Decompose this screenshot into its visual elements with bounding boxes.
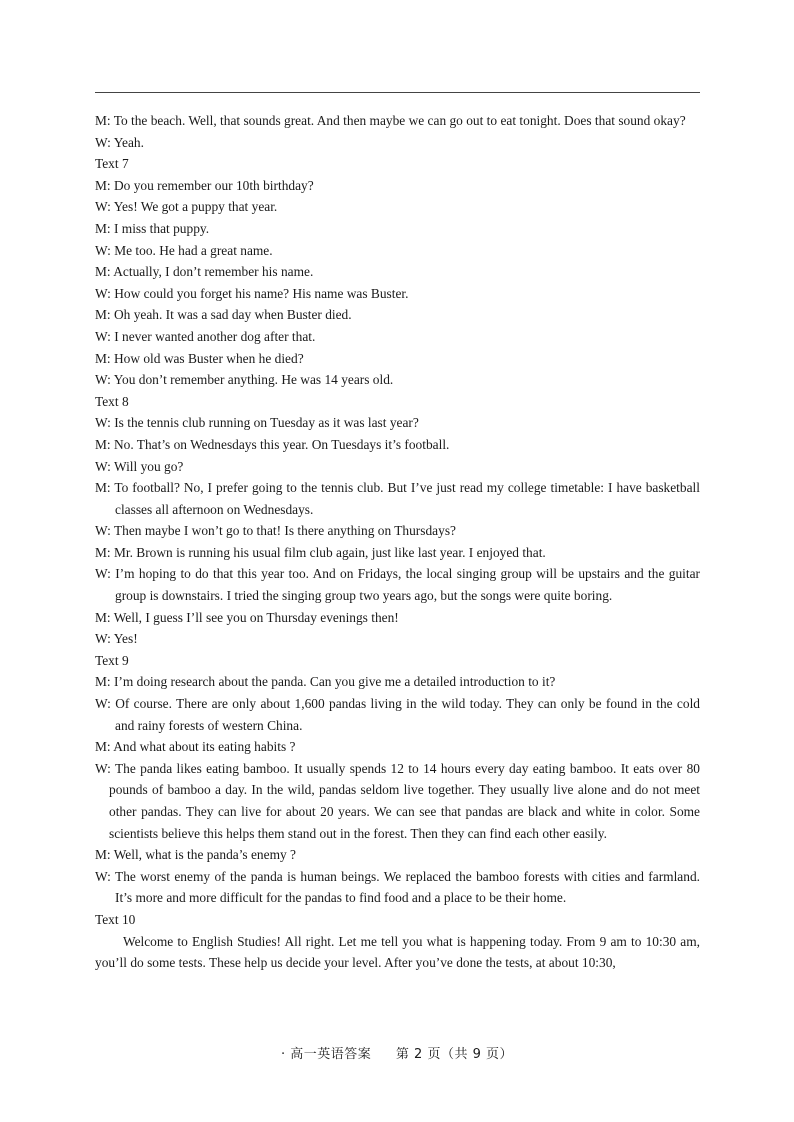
transcript-line: M: I miss that puppy. bbox=[95, 220, 210, 236]
transcript-line: M: And what about its eating habits ? bbox=[95, 739, 296, 755]
transcript-line: W: Yes! We got a puppy that year. bbox=[95, 199, 278, 215]
transcript-line: M: Do you remember our 10th birthday? bbox=[95, 177, 314, 193]
transcript-line: Text 9 bbox=[95, 652, 129, 668]
transcript-line: W: I never wanted another dog after that. bbox=[95, 328, 316, 344]
header-rule bbox=[95, 92, 700, 93]
transcript-line: M: To football? No, I prefer going to the tennis club. But I’ve just read my college timetable: I have basketball classes all afternoon on Wednesdays. bbox=[95, 480, 700, 517]
transcript-line: M: Well, what is the panda’s enemy ? bbox=[95, 847, 296, 863]
transcript-line: M: I’m doing research about the panda. Can you give me a detailed introduction to it? bbox=[95, 674, 556, 690]
transcript-line: M: To the beach. Well, that sounds great. And then maybe we can go out to eat tonight. Does that sound okay? bbox=[95, 113, 686, 128]
page-footer bbox=[0, 1043, 794, 1062]
transcript-line: W: Of course. There are only about 1,600 pandas living in the wild today. They can only be found in the cold and rainy forests of western China. bbox=[95, 696, 700, 733]
transcript-line: W: Will you go? bbox=[95, 458, 184, 474]
transcript-line: W: Then maybe I won’t go to that! Is there anything on Thursdays? bbox=[95, 523, 456, 539]
transcript-line: Text 10 bbox=[95, 911, 136, 927]
page-number: 第 2 页（共 9 页） bbox=[395, 1047, 513, 1062]
transcript-line: W: The panda likes eating bamboo. It usually spends 12 to 14 hours every day eating bamboo. It eats over 80 pounds of bamboo a day. In the wild, pandas seldom live together. They usually live alone and do not meet other pandas. They can live for about 20 years. We can see that pandas are black and white in color. Some scientists believe this helps them stand out in the forest. Then they can find each other easily. bbox=[95, 760, 700, 841]
transcript-line: W: Yes! bbox=[95, 631, 138, 647]
footer-title: · 高一英语答案 bbox=[281, 1047, 372, 1062]
transcript-line: M: Oh yeah. It was a sad day when Buster died. bbox=[95, 307, 352, 323]
transcript-line: W: I’m hoping to do that this year too. And on Fridays, the local singing group will be upstairs and the guitar group is downstairs. I tried the singing group two years ago, but the songs were quite boring. bbox=[95, 566, 700, 604]
transcript-line: W: Is the tennis club running on Tuesday as it was last year? bbox=[95, 415, 419, 431]
transcript-line: W: You don’t remember anything. He was 14 years old. bbox=[95, 372, 394, 388]
transcript-line: Text 8 bbox=[95, 393, 129, 409]
transcript-line: W: The worst enemy of the panda is human beings. We replaced the bamboo forests with cities and farmland. It’s more and more difficult for the pandas to find food and a place to be their home. bbox=[95, 868, 700, 906]
transcript-line: W: Me too. He had a great name. bbox=[95, 242, 273, 258]
transcript-line: M: Mr. Brown is running his usual film club again, just like last year. I enjoyed that. bbox=[95, 544, 546, 560]
transcript-line: W: How could you forget his name? His name was Buster. bbox=[95, 285, 409, 301]
transcript-line: M: Actually, I don’t remember his name. bbox=[95, 264, 314, 280]
transcript-line: M: No. That’s on Wednesdays this year. On Tuesdays it’s football. bbox=[95, 436, 450, 452]
transcript-line: Text 7 bbox=[95, 156, 129, 172]
transcript-line: W: Yeah. bbox=[95, 134, 144, 150]
transcript-line: M: How old was Buster when he died? bbox=[95, 350, 304, 366]
transcript-body bbox=[95, 110, 700, 974]
transcript-line: M: Well, I guess I’ll see you on Thursday evenings then! bbox=[95, 609, 399, 625]
transcript-line: Welcome to English Studies! All right. Let me tell you what is happening today. From 9 am to 10:30 am, you’ll do some tests. These help us decide your level. After you’ve done the tests, at about 10:30, bbox=[95, 933, 700, 971]
